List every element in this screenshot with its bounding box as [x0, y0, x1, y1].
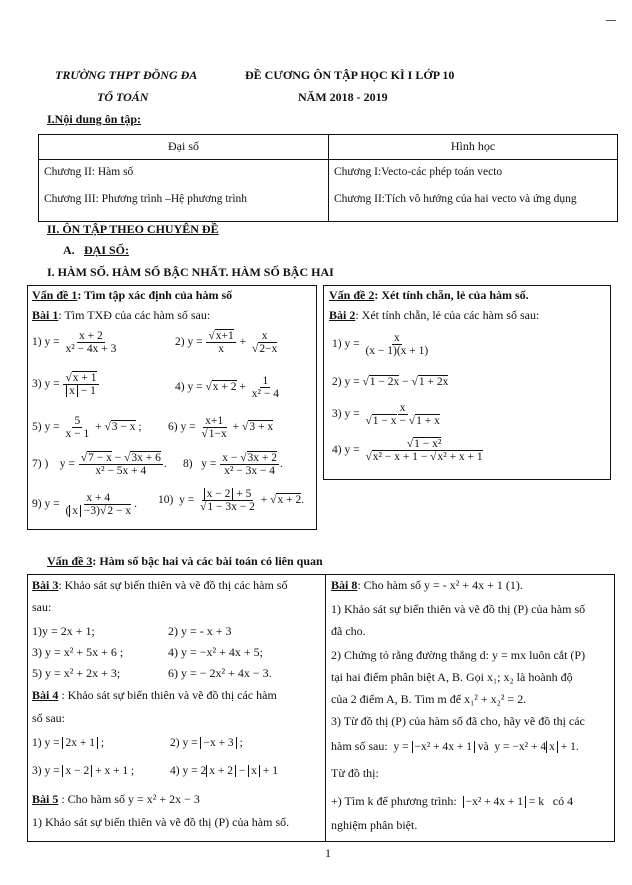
math-formula: 8) y = $\frac{x - √3x + 2}{\text{x² − 3x − 4}}$ . — [183, 452, 283, 478]
exercise5-label: Bài 5 — [32, 792, 59, 806]
exercise8-text: 1) Khảo sát sự biến thiên và vẽ đồ thị (P) của hàm số — [331, 602, 586, 616]
exercise8-text: +) Tìm k để phương trình: — [331, 794, 457, 808]
topic3-title: : Hàm số bậc hai và các bài toán có liên quan — [92, 554, 323, 568]
math-formula: 3) y = $\frac{x}{√1 - x - √1 + x}$ — [332, 402, 440, 428]
topic2-title: : Xét tính chẵn, lẻ của hàm số. — [374, 288, 529, 302]
math-formula: 4) y = √x + 2 + $\frac{1}{\text{x² − 4}}$ — [175, 375, 279, 401]
math-formula: 4) y = $\frac{\text{√1 − x²}}{\text{√x² − x + 1 − √x² + x + 1}}$ — [332, 438, 483, 464]
exercise4-text: : Khảo sát sự biến thiên và vẽ đồ thị các hàm — [58, 688, 277, 702]
math-formula: 2) y = - x + 3 — [168, 624, 232, 638]
exercise5-text: : Cho hàm số y = x² + 2x − 3 — [58, 792, 200, 806]
exercise1-text: : Tìm TXĐ của các hàm số sau: — [58, 308, 211, 322]
exercise8-text: 2) Chứng tỏ rằng đường thẳng d: y = mx luôn cắt (P) — [331, 648, 586, 662]
math-formula: −x² + 4x + 1 = k — [460, 796, 550, 808]
section-review-heading: II. ÔN TẬP THEO CHUYÊN ĐỀ — [47, 222, 219, 236]
margin-mark — [606, 20, 616, 21]
page-title: ĐỀ CƯƠNG ÔN TẬP HỌC KÌ I LỚP 10 — [245, 68, 455, 82]
math-formula: 1) y = $\frac{x}{(x - 1)(x + 1)}$ — [332, 332, 429, 358]
math-formula: 1) y = 2x + 1 ; — [32, 737, 105, 749]
exercise8-text: đã cho. — [331, 624, 366, 638]
table-cell: Chương II: Hàm số — [44, 166, 134, 178]
math-formula: 5) y = x² + 2x + 3; — [32, 666, 121, 680]
topic3-label: Vấn đề 3 — [47, 554, 93, 568]
exercise1-label: Bài 1 — [32, 308, 59, 322]
exercise8-text: 3) Từ đồ thị (P) của hàm số đã cho, hãy vẽ đồ thị các — [331, 714, 585, 728]
table-cell: Chương II:Tích vô hướng của hai vecto và ứng dụng — [334, 193, 577, 205]
exercise4-text-cont: số sau: — [32, 711, 65, 725]
department: TỔ TOÁN — [97, 90, 149, 104]
exercise8-text: Từ đồ thị: — [331, 766, 379, 780]
table-header-geometry: Hình học — [450, 139, 496, 153]
content-table — [38, 134, 618, 222]
section-i-heading: I. HÀM SỐ. HÀM SỐ BẬC NHẤT. HÀM SỐ BẬC HAI — [47, 265, 334, 279]
page-number: 1 — [325, 846, 331, 860]
exercise5-part1: 1) Khảo sát sự biến thiên và vẽ đồ thị (P) của hàm số. — [32, 815, 290, 829]
exercise8-text: hàm số sau: — [331, 739, 388, 753]
exercise2-label: Bài 2 — [329, 308, 356, 322]
exercise8-text: của 2 điểm A, B. Tìm m để x₁² + x₂² = 2. — [331, 692, 527, 706]
exercise3-text-cont: sau: — [32, 600, 52, 614]
exercise8-text: tại hai điểm phân biệt A, B. Gọi x₁; x₂ là hoành độ — [331, 670, 573, 684]
table-header-algebra: Đại số — [168, 139, 199, 153]
topic2-label: Vấn đề 2 — [329, 288, 375, 302]
school-year: NĂM 2018 - 2019 — [298, 90, 388, 104]
exercise4-label: Bài 4 — [32, 688, 59, 702]
math-formula: 7) ) y = $\frac{√7 - x - √3x + 6}{\text{x² − 5x + 4}}$ . — [32, 452, 167, 478]
math-formula: 5) y = $\frac{5}{x - 1}$ + √3 − x ; — [32, 415, 142, 441]
exercise8-label: Bài 8 — [331, 578, 358, 592]
math-formula: 4) y = −x² + 4x + 5; — [168, 645, 263, 659]
math-formula: 3) y = $\frac{√x + 1}{x - 1}$ — [32, 372, 97, 398]
section-content-heading: I.Nội dung ôn tập: — [47, 112, 142, 126]
exercise2-text: : Xét tính chẵn, lẻ của các hàm số sau: — [355, 308, 540, 322]
math-formula: 3) y = x² + 5x + 6 ; — [32, 645, 124, 659]
math-formula: 3) y = x − 2 + x + 1 ; — [32, 765, 135, 777]
math-formula: 2) y = √1 − 2x − √1 + 2x — [332, 376, 449, 388]
math-formula: 10) y = $\frac{x - 2 + 5}{√1 - 3x - 2}$ + √x + 2. — [158, 488, 305, 514]
exercise3-text: : Khảo sát sự biến thiên và vẽ đồ thị các hàm số — [58, 578, 288, 592]
section-a-number: A. — [63, 243, 75, 257]
table-cell: Chương I:Vecto-các phép toán vecto — [334, 166, 503, 178]
math-formula: 9) y = $\frac{x + 4}{( x -3)√2 - x}$ . — [32, 492, 137, 518]
exercise8-text: nghiệm phân biệt. — [331, 818, 418, 832]
math-formula: 4) y = 2 x + 2 − x + 1 — [170, 765, 278, 777]
school-name: TRƯỜNG THPT ĐỒNG ĐA — [55, 68, 198, 82]
exercise3-label: Bài 3 — [32, 578, 59, 592]
math-formula: 6) y = − 2x² + 4x − 3. — [168, 666, 272, 680]
exercise8-text: có 4 — [552, 794, 574, 808]
math-formula: 1) y = $\frac{x + 2}{\text{x² − 4x + 3}}$ — [32, 330, 117, 356]
math-formula: y = −x² + 4x + 1 và y = −x² + 4 x + 1. — [390, 741, 579, 753]
math-formula: 6) y = $\frac{x+1}{√1-x}$ + √3 + x — [168, 415, 274, 441]
table-cell: Chương III: Phương trình –Hệ phương trình — [44, 193, 248, 205]
topic1-title: : Tìm tập xác định của hàm số — [77, 288, 233, 302]
math-formula: 2) y = −x + 3 ; — [170, 737, 243, 749]
section-a-heading: ĐẠI SỐ: — [84, 243, 130, 257]
topic1-label: Vấn đề 1 — [32, 288, 78, 302]
exercise8-text: : Cho hàm số y = - x² + 4x + 1 (1). — [357, 578, 523, 592]
math-formula: 1)y = 2x + 1; — [32, 624, 95, 638]
math-formula: 2) y = $\frac{√x+1}{x}$ + $\frac{x}{√2-x}$ — [175, 330, 278, 356]
